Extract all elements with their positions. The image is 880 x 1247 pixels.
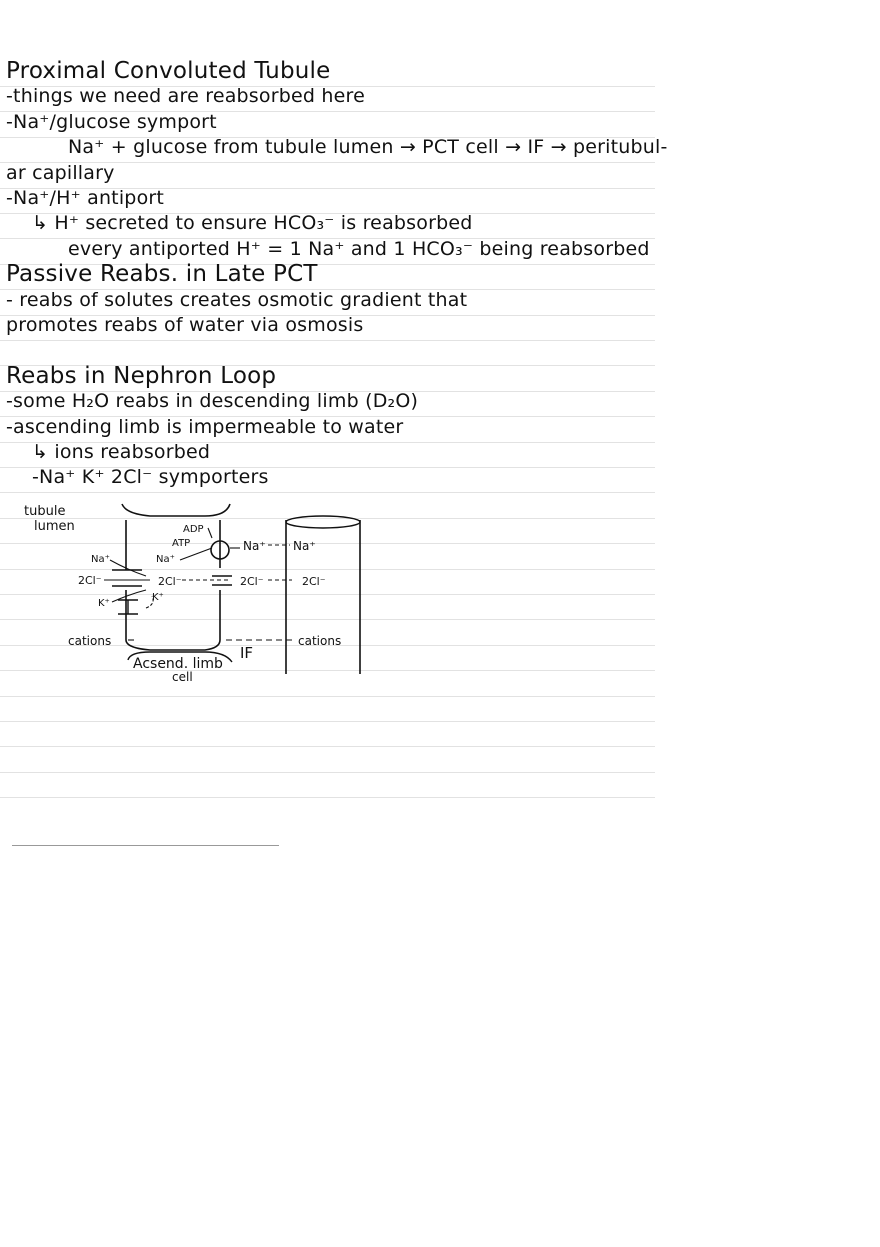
section-heading: Passive Reabs. in Late PCT	[6, 261, 318, 288]
top-brace	[122, 504, 230, 516]
note-line: ↳ ions reabsorbed	[32, 441, 211, 463]
adp-label: ADP	[183, 524, 204, 535]
na-cell-label: Na⁺	[156, 554, 175, 565]
ascending-limb-transport-diagram	[0, 490, 420, 690]
if-label: IF	[240, 644, 254, 662]
capillary-top	[286, 516, 360, 528]
atp-arrow	[180, 548, 212, 560]
note-line: every antiported H⁺ = 1 Na⁺ and 1 HCO₃⁻ being reabsorbed	[68, 237, 650, 260]
na-out-label: Na⁺	[243, 539, 266, 553]
note-line: -some H₂O reabs in descending limb (D₂O)	[6, 390, 419, 413]
cell-label-line2: cell	[172, 670, 193, 684]
ruled-line	[0, 340, 655, 341]
note-line: -ascending limb is impermeable to water	[6, 415, 404, 438]
na-lumen-label: Na⁺	[91, 554, 110, 565]
na-cap-label: Na⁺	[293, 539, 316, 553]
ruled-line	[0, 772, 655, 773]
adp-arrow	[208, 528, 212, 538]
cations-left-label: cations	[68, 634, 112, 648]
note-line: ar capillary	[6, 161, 115, 184]
na-arrow-in	[110, 560, 146, 576]
section-heading: Reabs in Nephron Loop	[6, 362, 277, 389]
cl-cap-label: 2Cl⁻	[302, 575, 326, 588]
footnote-rule	[12, 845, 279, 846]
note-line: - reabs of solutes creates osmotic gradient that	[6, 288, 468, 311]
k-lumen-label: K⁺	[98, 598, 110, 609]
cell-label-line1: Acsend. limb	[133, 656, 223, 672]
note-line: -Na⁺/glucose symport	[6, 110, 217, 133]
cl-out-label: 2Cl⁻	[240, 575, 264, 588]
ruled-line	[0, 721, 655, 722]
ruled-line	[0, 797, 655, 798]
tubule-label: tubule	[24, 504, 66, 519]
cl-lumen-label: 2Cl⁻	[78, 574, 102, 587]
note-line: -Na⁺ K⁺ 2Cl⁻ symporters	[32, 466, 269, 489]
ruled-line	[0, 746, 655, 747]
section-heading: Proximal Convoluted Tubule	[6, 58, 331, 84]
cations-right-label: cations	[298, 634, 342, 648]
k-cell-label: K⁺	[152, 592, 164, 603]
note-line: -Na⁺/H⁺ antiport	[6, 187, 165, 209]
atp-label: ATP	[172, 538, 191, 549]
cl-cell-label: 2Cl⁻	[158, 575, 182, 588]
note-line: Na⁺ + glucose from tubule lumen → PCT cell → IF → peritubul-	[68, 136, 668, 159]
note-line: promotes reabs of water via osmosis	[6, 314, 364, 336]
ruled-line	[0, 696, 655, 697]
note-line: -things we need are reabsorbed here	[6, 85, 366, 108]
lumen-label: lumen	[34, 519, 75, 534]
note-line: ↳ H⁺ secreted to ensure HCO₃⁻ is reabsorbed	[32, 212, 473, 235]
